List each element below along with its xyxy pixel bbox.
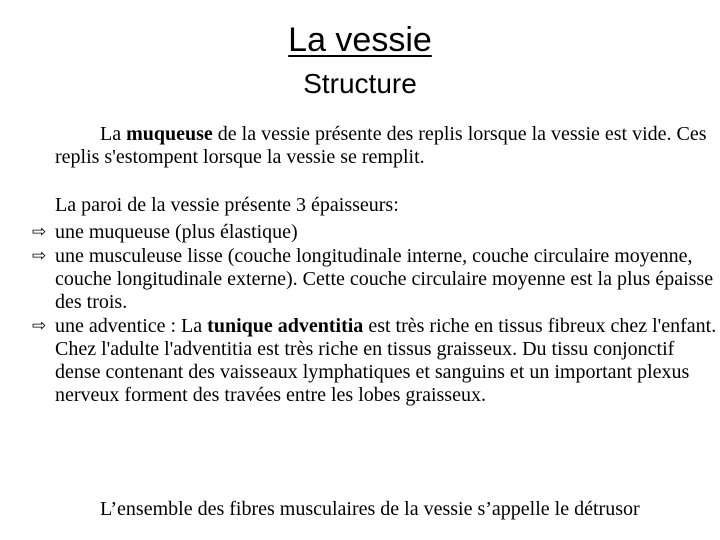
arrow-bullet-icon: ⇨ xyxy=(32,246,47,266)
paragraph-paroi-intro: La paroi de la vessie présente 3 épaisseurs: xyxy=(55,194,399,216)
list-item-muqueuse xyxy=(32,221,720,244)
list-item-adventice xyxy=(32,315,720,407)
layers-list xyxy=(32,221,720,408)
tunique-adventitia-term: tunique adventitia xyxy=(207,315,364,337)
muqueuse-term: muqueuse xyxy=(126,123,213,145)
paragraph-detrusor xyxy=(55,498,720,521)
paragraph-muqueuse-suffix: de la vessie présente des replis lorsque la vessie est vide. Ces replis s'estompent lorsque la vessie se remplit. xyxy=(55,123,707,168)
list-item-muqueuse-text: une muqueuse (plus élastique) xyxy=(55,221,298,243)
paragraph-muqueuse-prefix: La xyxy=(100,123,127,145)
slide-subtitle: Structure xyxy=(303,68,417,99)
slide-title-text: La vessie xyxy=(288,21,432,59)
slide-title xyxy=(0,20,720,60)
list-item-adventice-prefix: une adventice : La xyxy=(55,315,208,337)
arrow-bullet-icon: ⇨ xyxy=(32,222,47,242)
list-item-adventice-continuation: Chez l'adulte l'adventitia est très riche en tissus graisseux. Du tissu conjonctif dense contenant des vaisseaux lymphatiques et sanguins et un important plexus nerveux forment des travées entre les lobes graisseux. xyxy=(55,338,690,406)
arrow-bullet-icon: ⇨ xyxy=(32,316,47,336)
paragraph-muqueuse xyxy=(55,123,720,169)
list-item-musculeuse-text: une musculeuse lisse (couche longitudinale interne, couche circulaire moyenne, couche longitudinale externe). Cette couche circulaire moyenne est la plus épaisse des trois. xyxy=(55,245,714,313)
paragraph-detrusor-text: L’ensemble des fibres musculaires de la vessie s’appelle le détrusor xyxy=(100,498,640,520)
list-item-musculeuse xyxy=(32,245,720,314)
list-item-adventice-suffix: est très riche en tissus fibreux chez l'enfant. xyxy=(363,315,717,337)
